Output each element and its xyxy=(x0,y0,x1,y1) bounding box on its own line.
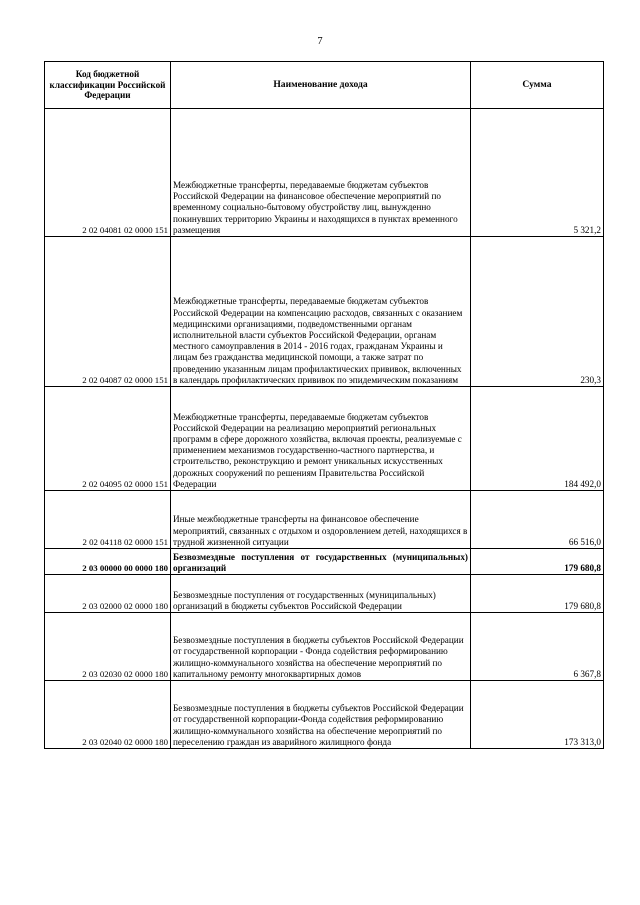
row-code: 2 03 02000 02 0000 180 xyxy=(45,575,171,613)
table-row xyxy=(45,613,604,681)
header-name: Наименование дохода xyxy=(171,62,471,109)
row-sum: 179 680,8 xyxy=(471,549,604,575)
table-row xyxy=(45,109,604,237)
row-sum: 230,3 xyxy=(471,237,604,387)
table-row xyxy=(45,681,604,749)
row-name: Межбюджетные трансферты, передаваемые бюджетам субъектов Российской Федерации на реализацию мероприятий региональных программ в сфере дорожного хозяйства, включая проекты, реализуемые с применением механизмов государственно-частного партнерства, и строительство, реконструкцию и ремонт уникальных искусственных дорожных сооружений по решениям Правительства Российской Федерации xyxy=(171,387,471,491)
row-code: 2 02 04118 02 0000 151 xyxy=(45,491,171,549)
row-code: 2 02 04095 02 0000 151 xyxy=(45,387,171,491)
row-code: 2 03 02030 02 0000 180 xyxy=(45,613,171,681)
row-name: Межбюджетные трансферты, передаваемые бюджетам субъектов Российской Федерации на компенсацию расходов, связанных с оказанием медицинскими организациями, подведомственными органам исполнительной власти субъектов Российской Федерации, органам местного самоуправления в 2014 - 2016 годах, гражданам Украины и лицам без гражданства медицинской помощи, а также затрат по проведению указанным лицам профилактических прививок, включенных в календарь профилактических прививок по эпидемическим показаниям xyxy=(171,237,471,387)
row-code: 2 03 00000 00 0000 180 xyxy=(45,549,171,575)
row-code: 2 02 04081 02 0000 151 xyxy=(45,109,171,237)
row-sum: 173 313,0 xyxy=(471,681,604,749)
row-name: Безвозмездные поступления в бюджеты субъектов Российской Федерации от государственной корпорации-Фонда содействия реформированию жилищно-коммунального хозяйства на обеспечение мероприятий по переселению граждан из аварийного жилищного фонда xyxy=(171,681,471,749)
table-row xyxy=(45,387,604,491)
row-name: Иные межбюджетные трансферты на финансовое обеспечение мероприятий, связанных с отдыхом и оздоровлением детей, находящихся в трудной жизненной ситуации xyxy=(171,491,471,549)
row-name: Межбюджетные трансферты, передаваемые бюджетам субъектов Российской Федерации на финансовое обеспечение мероприятий по временному социально-бытовому обустройству лиц, вынужденно покинувших территорию Украины и находящихся в пунктах временного размещения xyxy=(171,109,471,237)
row-sum: 6 367,8 xyxy=(471,613,604,681)
table-row xyxy=(45,237,604,387)
row-sum: 179 680,8 xyxy=(471,575,604,613)
header-sum: Сумма xyxy=(471,62,604,109)
row-name: Безвозмездные поступления в бюджеты субъектов Российской Федерации от государственной корпорации - Фонда содействия реформированию жилищно-коммунального хозяйства на обеспечение мероприятий по капитальному ремонту многоквартирных домов xyxy=(171,613,471,681)
row-code: 2 02 04087 02 0000 151 xyxy=(45,237,171,387)
table-row xyxy=(45,491,604,549)
row-code: 2 03 02040 02 0000 180 xyxy=(45,681,171,749)
row-name: Безвозмездные поступления от государственных (муниципальных) организаций xyxy=(171,549,471,575)
table-row xyxy=(45,575,604,613)
header-code: Код бюджетной классификации Российской Федерации xyxy=(45,62,171,109)
table-header-row xyxy=(45,62,604,109)
row-sum: 5 321,2 xyxy=(471,109,604,237)
row-sum: 184 492,0 xyxy=(471,387,604,491)
table-row xyxy=(45,549,604,575)
page-number: 7 xyxy=(317,36,323,47)
revenue-table xyxy=(44,61,604,749)
row-sum: 66 516,0 xyxy=(471,491,604,549)
row-name: Безвозмездные поступления от государственных (муниципальных) организаций в бюджеты субъектов Российской Федерации xyxy=(171,575,471,613)
